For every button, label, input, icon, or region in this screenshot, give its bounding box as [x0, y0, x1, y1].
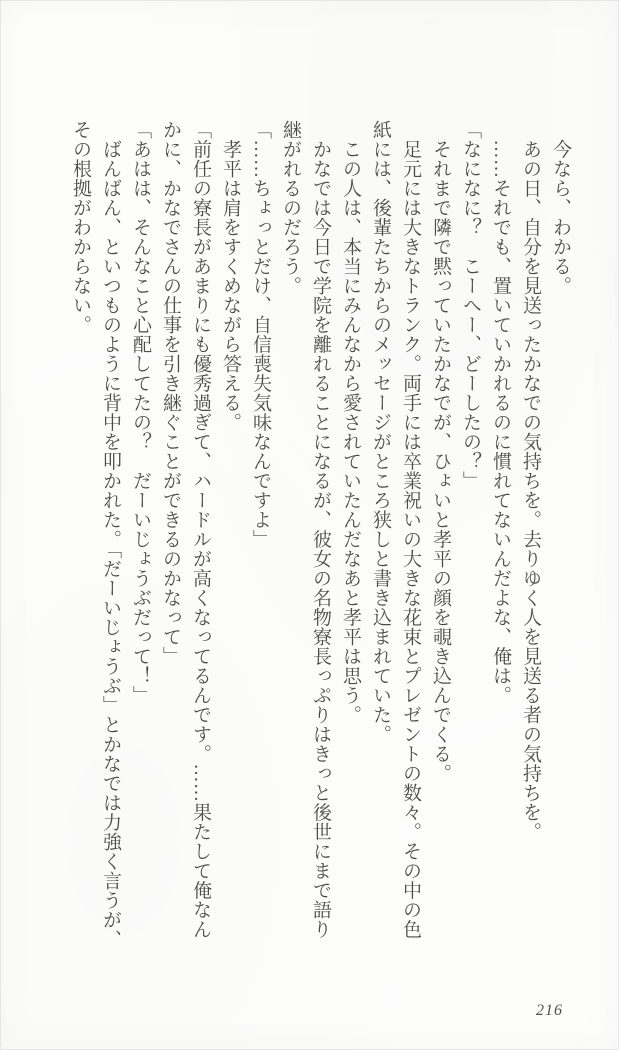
text-line: それまで隣で黙っていたかなでが、ひょいと孝平の顔を覗き込んでくる。 — [430, 120, 451, 783]
text-line: ……それでも、置いていかれるのに慣れてないんだよな、俺は。 — [490, 120, 511, 705]
text-line: 紙には、後輩たちからのメッセージがところ狭しと書き込まれていた。 — [370, 120, 391, 744]
text-line: 継がれるのだろう。 — [280, 120, 301, 296]
text-line: 今なら、わかる。 — [550, 120, 571, 296]
text-line: ばんばん、といつものように背中を叩かれた。「だーいじょうぶ」とかなでは力強く言うが、 — [100, 120, 121, 949]
text-line: 「……ちょっとだけ、自信喪失気味なんですよ」 — [250, 120, 271, 549]
vertical-text-block — [65, 120, 575, 1032]
text-line: 「あはは、そんなこと心配してたの？ だーいじょうぶだって！」 — [130, 120, 151, 705]
text-line: その根拠がわからない。 — [70, 120, 91, 335]
text-line: この人は、本当にみんなから愛されていたんだなあと孝平は思う。 — [340, 120, 361, 725]
text-line: かに、かなでさんの仕事を引き継ぐことができるのかなって」 — [160, 120, 181, 666]
text-line: 「前任の寮長があまりにも優秀過ぎて、ハードルが高くなってるんです。……果たして俺なん — [190, 120, 211, 939]
text-line: 「なになに？ こーへー、どーしたの？」 — [460, 120, 481, 491]
text-line: あの日、自分を見送ったかなでの気持ちを。去りゆく人を見送る者の気持ちを。 — [520, 120, 541, 842]
page-number: 216 — [536, 1002, 563, 1019]
text-line: 孝平は肩をすくめながら答える。 — [220, 120, 241, 432]
text-line: 足元には大きなトランク。両手には卒業祝いの大きな花束とプレゼントの数々。その中の色 — [400, 120, 421, 939]
text-line: かなでは今日で学院を離れることになるが、彼女の名物寮長っぷりはきっと後世にまで語り — [310, 120, 331, 939]
